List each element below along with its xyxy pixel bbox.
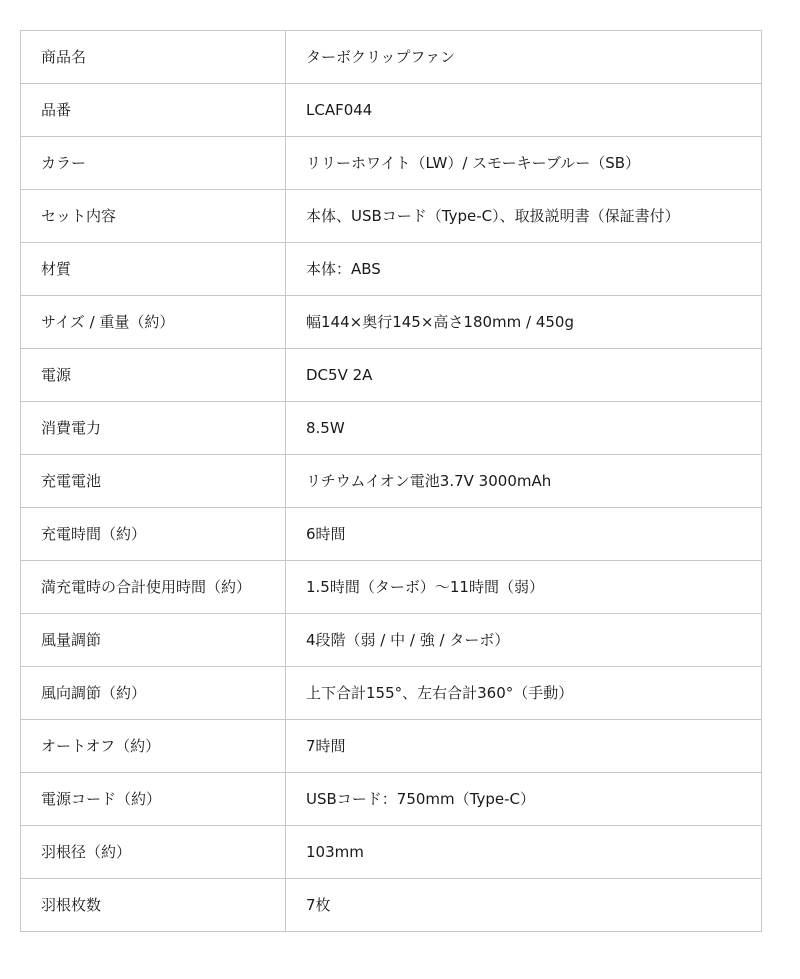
- table-row: [21, 561, 762, 614]
- table-row: [21, 296, 762, 349]
- spec-value: 8.5W: [286, 402, 762, 455]
- table-row: [21, 667, 762, 720]
- table-row: [21, 84, 762, 137]
- table-row: [21, 243, 762, 296]
- spec-label: 商品名: [21, 31, 286, 84]
- table-row: [21, 31, 762, 84]
- spec-value: ターボクリップファン: [286, 31, 762, 84]
- spec-value: 4段階（弱 / 中 / 強 / ターボ）: [286, 614, 762, 667]
- spec-label: 電源コード（約）: [21, 773, 286, 826]
- spec-value: 上下合計155°、左右合計360°（手動）: [286, 667, 762, 720]
- table-row: [21, 455, 762, 508]
- spec-value: 幅144×奥行145×高さ180mm / 450g: [286, 296, 762, 349]
- spec-value: 本体、USBコード（Type-C）、取扱説明書（保証書付）: [286, 190, 762, 243]
- spec-value: リチウムイオン電池3.7V 3000mAh: [286, 455, 762, 508]
- spec-value: 7時間: [286, 720, 762, 773]
- spec-value: リリーホワイト（LW）/ スモーキーブルー（SB）: [286, 137, 762, 190]
- spec-label: 消費電力: [21, 402, 286, 455]
- table-row: [21, 614, 762, 667]
- spec-label: 材質: [21, 243, 286, 296]
- spec-label: 電源: [21, 349, 286, 402]
- spec-value: 1.5時間（ターボ）〜11時間（弱）: [286, 561, 762, 614]
- table-row: [21, 137, 762, 190]
- spec-label: 羽根径（約）: [21, 826, 286, 879]
- spec-label: 羽根枚数: [21, 879, 286, 932]
- table-row: [21, 826, 762, 879]
- spec-value: USBコード：750mm（Type-C）: [286, 773, 762, 826]
- spec-value: 本体：ABS: [286, 243, 762, 296]
- spec-value: LCAF044: [286, 84, 762, 137]
- spec-value: 103mm: [286, 826, 762, 879]
- table-row: [21, 190, 762, 243]
- spec-label: 品番: [21, 84, 286, 137]
- spec-value: 7枚: [286, 879, 762, 932]
- table-row: [21, 349, 762, 402]
- spec-label: 満充電時の合計使用時間（約）: [21, 561, 286, 614]
- table-row: [21, 773, 762, 826]
- spec-label: 風向調節（約）: [21, 667, 286, 720]
- spec-label: 充電電池: [21, 455, 286, 508]
- spec-label: サイズ / 重量（約）: [21, 296, 286, 349]
- table-row: [21, 879, 762, 932]
- table-row: [21, 402, 762, 455]
- spec-label: オートオフ（約）: [21, 720, 286, 773]
- spec-value: DC5V 2A: [286, 349, 762, 402]
- table-row: [21, 508, 762, 561]
- spec-label: セット内容: [21, 190, 286, 243]
- spec-table: [20, 30, 762, 932]
- table-row: [21, 720, 762, 773]
- spec-value: 6時間: [286, 508, 762, 561]
- spec-label: 充電時間（約）: [21, 508, 286, 561]
- spec-label: カラー: [21, 137, 286, 190]
- spec-label: 風量調節: [21, 614, 286, 667]
